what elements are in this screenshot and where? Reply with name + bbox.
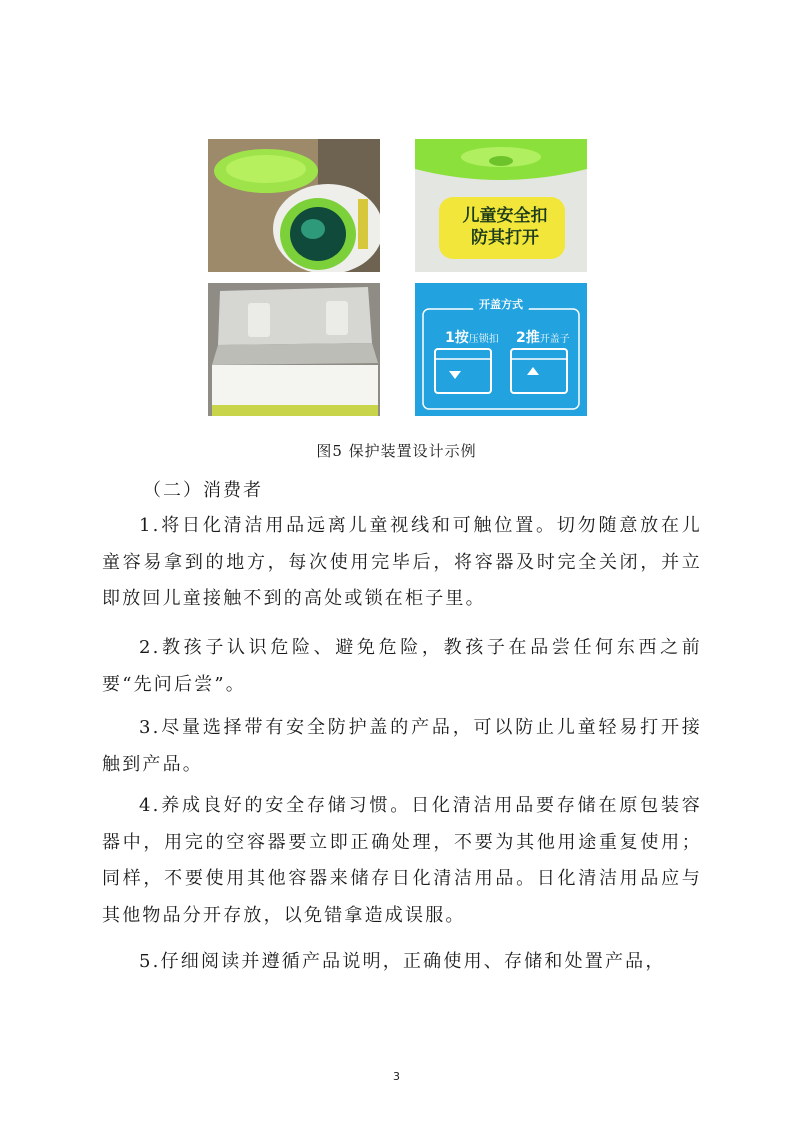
figure-caption: 图5 保护装置设计示例 — [316, 442, 477, 460]
photo-white-latched-lid-container — [208, 283, 380, 416]
photo-opening-instructions — [415, 283, 587, 416]
paragraph-3: 3.尽量选择带有安全防护盖的产品，可以防止儿童轻易打开接触到产品。 — [102, 717, 702, 775]
step-1-text: 压锁扣 — [468, 334, 499, 345]
photo-child-safety-lock-sticker — [415, 139, 587, 272]
step-2-key: 推 — [525, 330, 540, 346]
latched-box-illustration — [208, 283, 380, 416]
section-heading: （二）消费者 — [143, 480, 263, 501]
sticker-line-2: 防其打开 — [471, 228, 539, 248]
photo-green-flip-lid-container — [208, 139, 380, 272]
paragraph-2: 2.教孩子认识危险、避免危险，教孩子在品尝任何东西之前要“先问后尝”。 — [102, 637, 702, 695]
step-1-key: 按 — [454, 330, 469, 346]
step-2-text: 开盖子 — [539, 334, 570, 345]
step-1-number: 1 — [445, 330, 455, 346]
safety-lock-sticker-text — [445, 205, 565, 249]
paragraph-4: 4.养成良好的安全存储习惯。日化清洁用品要存储在原包装容器中，用完的空容器要立即正确处理，不要为其他用途重复使用；同样，不要使用其他容器来储存日化清洁用品。日化清洁用品应与其他物品分开存放，以免错拿造成误服。 — [102, 795, 702, 926]
instructions-step-2 — [516, 327, 570, 347]
page-number: 3 — [393, 1070, 400, 1083]
instructions-title: 开盖方式 — [479, 298, 523, 311]
step-2-number: 2 — [516, 330, 526, 346]
green-container-illustration — [208, 139, 380, 272]
sticker-line-1: 儿童安全扣 — [462, 206, 548, 226]
paragraph-1: 1.将日化清洁用品远离儿童视线和可触位置。切勿随意放在儿童容易拿到的地方，每次使用完毕后，将容器及时完全关闭，并立即放回儿童接触不到的高处或锁在柜子里。 — [102, 515, 702, 609]
paragraph-5: 5.仔细阅读并遵循产品说明，正确使用、存储和处置产品， — [139, 951, 666, 972]
instructions-step-1 — [445, 327, 499, 347]
